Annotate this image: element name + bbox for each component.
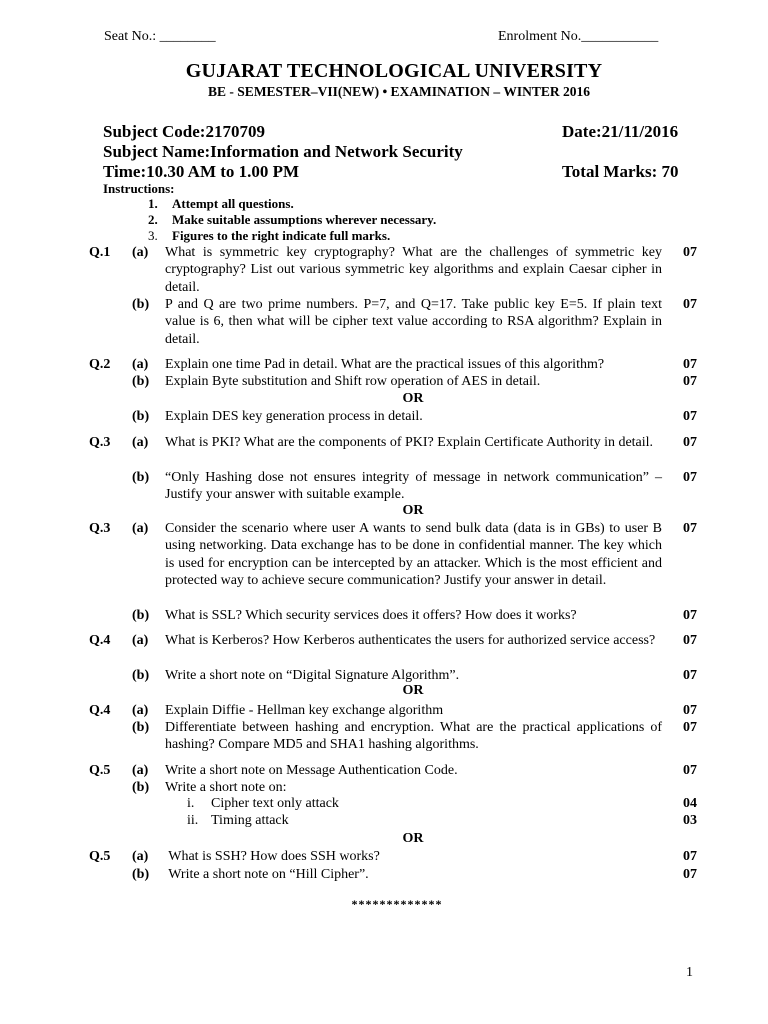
- sub-item-number: i.: [187, 796, 195, 811]
- or-separator: OR: [402, 391, 424, 406]
- question-part: (a): [132, 245, 149, 260]
- question-marks: 07: [683, 608, 697, 623]
- question-marks: 07: [683, 297, 697, 312]
- question-text: Explain DES key generation process in detail.: [165, 409, 423, 424]
- question-part: (b): [132, 608, 150, 623]
- instruction-text: Make suitable assumptions wherever necessary.: [172, 212, 437, 227]
- instruction-item: [148, 212, 436, 228]
- question-text: What is Kerberos? How Kerberos authenticates the users for authorized service access?: [165, 633, 656, 648]
- question-number: Q.3: [89, 435, 111, 450]
- question-marks: 07: [683, 763, 697, 778]
- question-part: (b): [132, 297, 150, 312]
- question-marks: 07: [683, 668, 697, 683]
- question-text: “Only Hashing dose not ensures integrity of message in network communication” – Justify your answer with suitable example.: [165, 470, 662, 503]
- question-text: What is SSL? Which security services does it offers? How does it works?: [165, 608, 577, 623]
- or-separator: OR: [402, 503, 424, 518]
- question-part: (a): [132, 763, 149, 778]
- question-part: (a): [132, 849, 149, 864]
- question-part: (b): [132, 409, 150, 424]
- question-text: What is PKI? What are the components of PKI? Explain Certificate Authority in detail.: [165, 435, 654, 450]
- question-text: P and Q are two prime numbers. P=7, and Q=17. Take public key E=5. If plain text value is 6, then what will be cipher text value according to RSA algorithm? Explain in detail.: [165, 297, 662, 347]
- instruction-number: 1.: [148, 196, 158, 211]
- question-marks: 07: [683, 245, 697, 260]
- question-number: Q.4: [89, 703, 111, 718]
- question-text: Explain Byte substitution and Shift row operation of AES in detail.: [165, 374, 541, 389]
- or-separator: OR: [402, 831, 424, 846]
- question-text: Write a short note on:: [165, 780, 287, 795]
- question-part: (b): [132, 720, 150, 735]
- question-part: (a): [132, 703, 149, 718]
- sub-item-number: ii.: [187, 813, 199, 828]
- question-marks: 07: [683, 470, 697, 485]
- instruction-item: [148, 196, 294, 212]
- question-marks: 07: [683, 521, 697, 536]
- instruction-item: [148, 228, 390, 244]
- question-marks: 07: [683, 703, 697, 718]
- question-text: What is SSH? How does SSH works?: [165, 849, 380, 864]
- or-separator: OR: [402, 683, 424, 698]
- question-marks: 07: [683, 409, 697, 424]
- question-marks: 07: [683, 633, 697, 648]
- enrolment-number: Enrolment No.___________: [498, 29, 659, 44]
- question-number: Q.5: [89, 849, 111, 864]
- question-part: (a): [132, 633, 149, 648]
- question-text: Write a short note on Message Authentication Code.: [165, 763, 458, 778]
- question-marks: 07: [683, 374, 697, 389]
- subject-code: Subject Code:2170709: [103, 122, 265, 141]
- question-number: Q.4: [89, 633, 111, 648]
- question-marks: 07: [683, 357, 697, 372]
- exam-time: Time:10.30 AM to 1.00 PM: [103, 162, 300, 181]
- instruction-number: 2.: [148, 212, 158, 227]
- question-text: Differentiate between hashing and encryption. What are the practical applications of hashing? Compare MD5 and SHA1 hashing algorithms.: [165, 720, 662, 753]
- sub-item-text: Timing attack: [211, 813, 289, 828]
- seat-number: Seat No.: ________: [104, 29, 216, 44]
- instruction-text: Figures to the right indicate full marks.: [172, 228, 391, 243]
- exam-date: Date:21/11/2016: [562, 122, 679, 141]
- sub-item-marks: 03: [683, 813, 697, 828]
- question-marks: 07: [683, 849, 697, 864]
- question-part: (a): [132, 357, 149, 372]
- question-text: Explain Diffie - Hellman key exchange algorithm: [165, 703, 444, 718]
- instructions-title: Instructions:: [103, 181, 175, 196]
- university-title: GUJARAT TECHNOLOGICAL UNIVERSITY: [185, 60, 603, 82]
- question-marks: 07: [683, 435, 697, 450]
- question-part: (a): [132, 435, 149, 450]
- total-marks: Total Marks: 70: [562, 162, 679, 181]
- question-text: Write a short note on “Hill Cipher”.: [165, 867, 369, 882]
- question-number: Q.5: [89, 763, 111, 778]
- question-marks: 07: [683, 867, 697, 882]
- page-number: 1: [686, 965, 693, 980]
- instruction-number: 3.: [148, 228, 158, 243]
- question-part: (b): [132, 867, 150, 882]
- question-text: Consider the scenario where user A wants to send bulk data (data is in GBs) to user B using networking. Data exchange has to be done in confidential manner. The key which is used for encryption can be intercepted by an attacker. Which is the most efficient and protected way to achieve secure communication? Justify your answer in detail.: [165, 521, 662, 588]
- instruction-text: Attempt all questions.: [172, 196, 294, 211]
- question-text: What is symmetric key cryptography? What are the challenges of symmetric key cryptography? List out various symmetric key algorithms and explain Caesar cipher in detail.: [165, 245, 662, 295]
- question-part: (b): [132, 470, 150, 485]
- question-number: Q.1: [89, 245, 111, 260]
- question-number: Q.2: [89, 357, 111, 372]
- question-number: Q.3: [89, 521, 111, 536]
- end-marker: *************: [351, 897, 443, 911]
- question-text: Write a short note on “Digital Signature Algorithm”.: [165, 668, 460, 683]
- question-part: (b): [132, 374, 150, 389]
- question-marks: 07: [683, 720, 697, 735]
- question-part: (b): [132, 780, 150, 795]
- question-part: (b): [132, 668, 150, 683]
- question-text: Explain one time Pad in detail. What are the practical issues of this algorithm?: [165, 357, 605, 372]
- sub-item-marks: 04: [683, 796, 697, 811]
- exam-line: BE - SEMESTER–VII(NEW) • EXAMINATION – WINTER 2016: [208, 84, 590, 99]
- question-part: (a): [132, 521, 149, 536]
- subject-name: Subject Name:Information and Network Security: [103, 142, 463, 161]
- sub-item-text: Cipher text only attack: [211, 796, 339, 811]
